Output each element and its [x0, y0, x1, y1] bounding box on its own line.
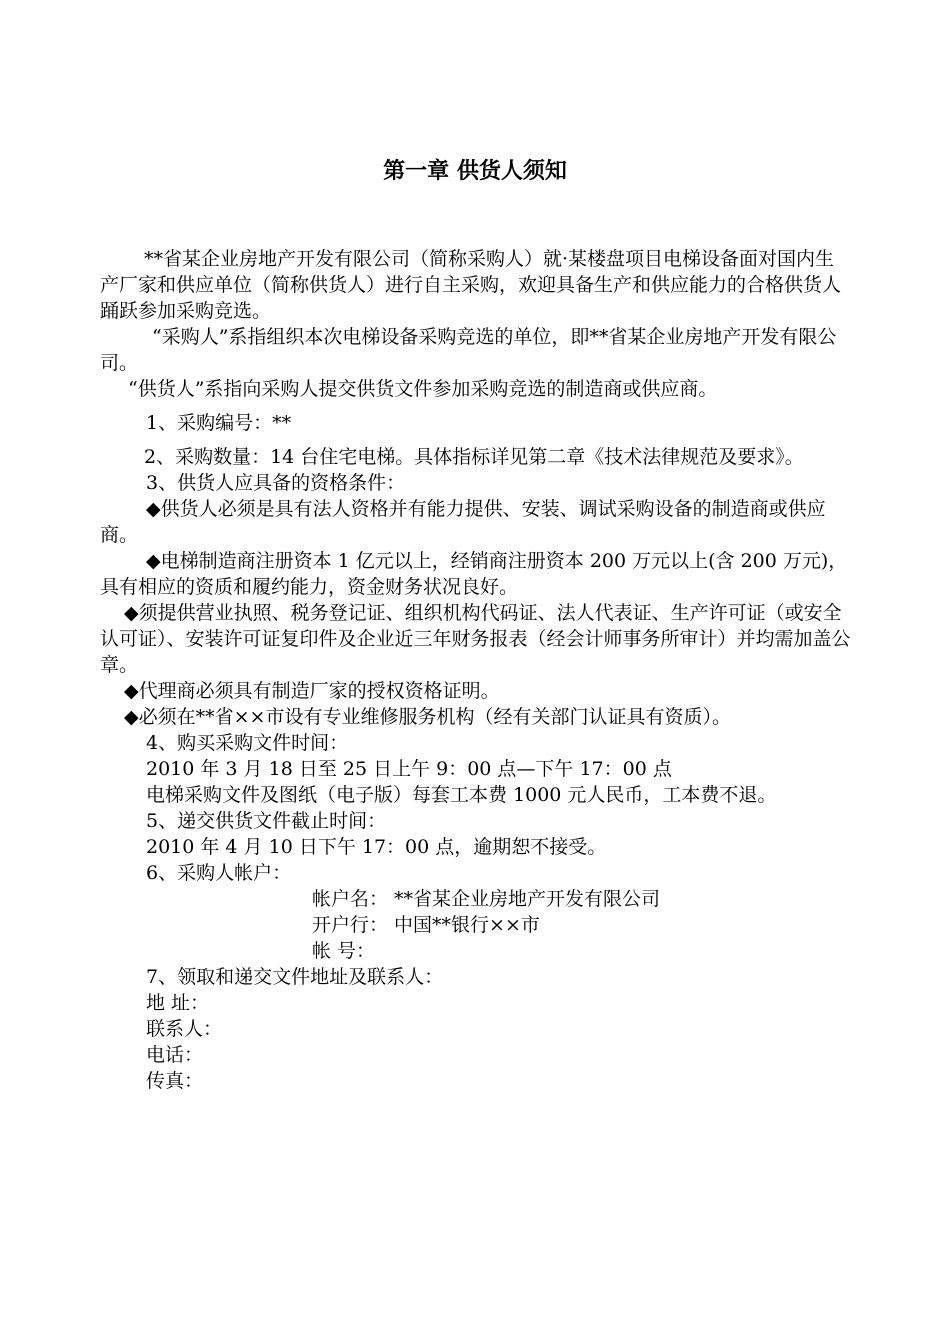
qualification-bullet-3: ◆须提供营业执照、税务登记证、组织机构代码证、法人代表证、生产许可证（或安全认可证）、安装许可证复印件及企业近三年财务报表（经会计师事务所审计）并均需加盖公章。: [100, 602, 851, 676]
item-4-time-range: 2010 年 3 月 18 日至 25 日上午 9：00 点—下午 17：00 点: [146, 758, 672, 780]
contact-person: 联系人：: [146, 1018, 223, 1040]
account-bank: 开户行： 中国**银行××市: [312, 914, 540, 936]
contact-address: 地 址：: [146, 992, 210, 1014]
intro-paragraph-2: “采购人”系指组织本次电梯设备采购竞选的单位，即**省某企业房地产开发有限公司。: [100, 326, 837, 374]
contact-fax: 传真：: [146, 1070, 204, 1092]
item-5-deadline: 5、递交供货文件截止时间：: [146, 810, 387, 832]
item-7-contact-info: 7、领取和递交文件地址及联系人：: [146, 966, 444, 988]
qualification-bullet-2: ◆电梯制造商注册资本 1 亿元以上，经销商注册资本 200 万元以上(含 200 万元)，具有相应的资质和履约能力，资金财务状况良好。: [100, 550, 848, 598]
item-1-purchase-number: 1、采购编号：**: [146, 412, 292, 434]
item-5-deadline-time: 2010 年 4 月 10 日下午 17：00 点，逾期恕不接受。: [146, 836, 607, 858]
item-3-qualifications: 3、供货人应具备的资格条件：: [146, 472, 406, 494]
document-body: [100, 246, 852, 1094]
qualification-bullet-4: ◆代理商必须具有制造厂家的授权资格证明。: [124, 680, 500, 702]
intro-paragraph-1: **省某企业房地产开发有限公司（简称采购人）就·某楼盘项目电梯设备面对国内生产厂家和供应单位（简称供货人）进行自主采购，欢迎具备生产和供应能力的合格供货人踊跃参加采购竞选。: [100, 248, 842, 322]
item-4-document-fee: 电梯采购文件及图纸（电子版）每套工本费 1000 元人民币，工本费不退。: [146, 784, 777, 806]
page-title: 第一章 供货人须知: [383, 159, 567, 184]
contact-phone: 电话：: [146, 1044, 204, 1066]
item-4-purchase-time: 4、购买采购文件时间：: [146, 732, 349, 754]
account-number: 帐 号：: [312, 940, 376, 962]
item-6-purchaser-account: 6、采购人帐户：: [146, 862, 292, 884]
intro-paragraph-3: “供货人”系指向采购人提交供货文件参加采购竞选的制造商或供应商。: [128, 378, 718, 400]
qualification-bullet-1: ◆供货人必须是具有法人资格并有能力提供、安装、调试采购设备的制造商或供应商。: [100, 498, 826, 546]
qualification-bullet-5: ◆必须在**省××市设有专业维修服务机构（经有关部门认证具有资质）。: [124, 706, 731, 728]
account-name: 帐户名： **省某企业房地产开发有限公司: [312, 888, 661, 910]
item-2-purchase-quantity: 2、采购数量：14 台住宅电梯。具体指标详见第二章《技术法律规范及要求》。: [144, 446, 804, 468]
